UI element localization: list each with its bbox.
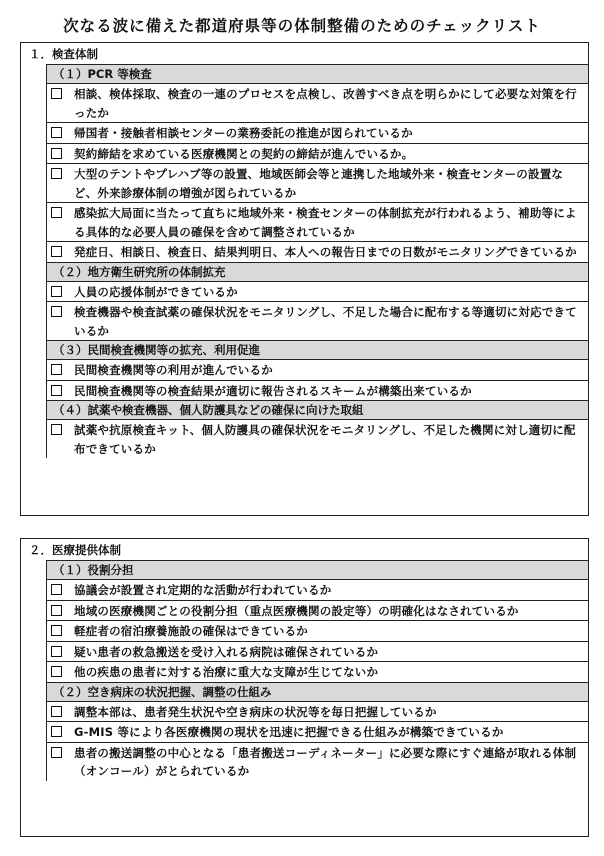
checkbox[interactable]: [51, 385, 62, 396]
section-heading: ２．医療提供体制: [29, 543, 121, 557]
checklist-item: [47, 722, 588, 743]
subsection-heading: （４）試薬や検査機器、個人防護具などの確保に向けた取組: [47, 401, 588, 420]
checkbox[interactable]: [51, 127, 62, 138]
checklist-item: [47, 381, 588, 402]
checkbox[interactable]: [51, 88, 62, 99]
checkbox[interactable]: [51, 747, 62, 758]
checklist-item-text: 民間検査機関等の検査結果が適切に報告されるスキームが構築出来ているか: [74, 383, 472, 398]
checklist-item-text: 民間検査機関等の利用が進んでいるか: [74, 363, 273, 377]
checkbox[interactable]: [51, 726, 62, 737]
checklist-item-text: 検査機器や検査試薬の確保状況をモニタリングし、不足した場合に配布する等適切に対応できているか: [74, 305, 577, 338]
checkbox[interactable]: [51, 605, 62, 616]
checklist-item-text: 相談、検体採取、検査の一連のプロセスを点検し、改善すべき点を明らかにして必要な対策を行ったか: [74, 87, 577, 120]
checklist-item-text: G-MIS 等により各医療機関の現状を迅速に把握できる仕組みが構築できているか: [74, 725, 504, 739]
subsection-heading: （２）地方衛生研究所の体制拡充: [47, 263, 588, 282]
checkbox[interactable]: [51, 306, 62, 317]
checklist-item: [47, 642, 588, 663]
subsection-heading: （２）空き病床の状況把握、調整の仕組み: [47, 683, 588, 702]
checklist-item: [47, 144, 588, 165]
checklist-item: [47, 242, 588, 263]
section-testing-system: [20, 42, 589, 516]
checklist-item-text: 患者の搬送調整の中心となる「患者搬送コーディネーター」に必要な際にすぐ連絡が取れる体制（オンコール）がとられているか: [74, 745, 577, 778]
checkbox[interactable]: [51, 666, 62, 677]
checkbox[interactable]: [51, 646, 62, 657]
checklist-item: [47, 302, 588, 341]
checkbox[interactable]: [51, 584, 62, 595]
checkbox[interactable]: [51, 625, 62, 636]
checklist-item-text: 協議会が設置され定期的な活動が行われているか: [74, 583, 332, 597]
checklist-item-text: 大型のテントやプレハブ等の設置、地域医師会等と連携した地域外来・検査センターの設置など、外来診療体制の増強が図られているか: [74, 167, 564, 200]
checklist-item-text: 疑い患者の救急搬送を受け入れる病院は確保されているか: [74, 644, 379, 659]
checklist-item-text: 地域の医療機関ごとの役割分担（重点医療機関の設定等）の明確化はなされているか: [74, 603, 519, 618]
checklist-item-text: 軽症者の宿泊療養施設の確保はできているか: [74, 624, 308, 638]
checkbox[interactable]: [51, 246, 62, 257]
checklist-item-text: 試薬や抗原検査キット、個人防護具の確保状況をモニタリングし、不足した機関に対し適切に配布できているか: [74, 423, 576, 456]
checklist-item: [47, 601, 588, 622]
checklist-item: [47, 420, 588, 458]
checklist-item-text: 他の疾患の患者に対する治療に重大な支障が生じてないか: [74, 665, 379, 679]
checklist-item-text: 人員の応援体制ができているか: [74, 284, 238, 299]
checkbox[interactable]: [51, 706, 62, 717]
checklist-item: [47, 123, 588, 144]
checkbox[interactable]: [51, 148, 62, 159]
checklist-item: [47, 702, 588, 723]
checklist-item-text: 契約締結を求めている医療機関との契約の締結が進んでいるか。: [74, 146, 414, 161]
checklist-item: [47, 203, 588, 242]
checklist-item: [47, 282, 588, 303]
checklist-item-text: 調整本部は、患者発生状況や空き病床の状況等を毎日把握しているか: [74, 704, 437, 719]
checkbox[interactable]: [51, 207, 62, 218]
checklist-item-text: 発症日、相談日、検査日、結果判明日、本人への報告日までの日数がモニタリングできているか: [74, 245, 577, 259]
checklist-item-text: 感染拡大局面に当たって直ちに地域外来・検査センターの体制拡充が行われるよう、補助等による具体的な必要人員の確保を含めて調整されているか: [74, 206, 577, 239]
checklist-item: [47, 743, 588, 781]
checklist-table: [46, 64, 588, 458]
checkbox[interactable]: [51, 364, 62, 375]
checkbox[interactable]: [51, 286, 62, 297]
checklist-item: [47, 662, 588, 683]
subsection-heading: （１）PCR 等検査: [47, 65, 588, 84]
checklist-table: [46, 560, 588, 781]
section-heading: １．検査体制: [29, 47, 98, 61]
page-title: 次なる波に備えた都道府県等の体制整備のためのチェックリスト: [63, 17, 541, 35]
checklist-item: [47, 580, 588, 601]
checkbox[interactable]: [51, 424, 62, 435]
subsection-heading: （１）役割分担: [47, 561, 588, 580]
checklist-item: [47, 621, 588, 642]
checklist-item: [47, 84, 588, 123]
checklist-item-text: 帰国者・接触者相談センターの業務委託の推進が図られているか: [74, 126, 413, 140]
checkbox[interactable]: [51, 168, 62, 179]
checklist-item: [47, 164, 588, 203]
subsection-heading: （３）民間検査機関等の拡充、利用促進: [47, 341, 588, 360]
section-medical-system: [20, 538, 589, 837]
checklist-item: [47, 360, 588, 381]
